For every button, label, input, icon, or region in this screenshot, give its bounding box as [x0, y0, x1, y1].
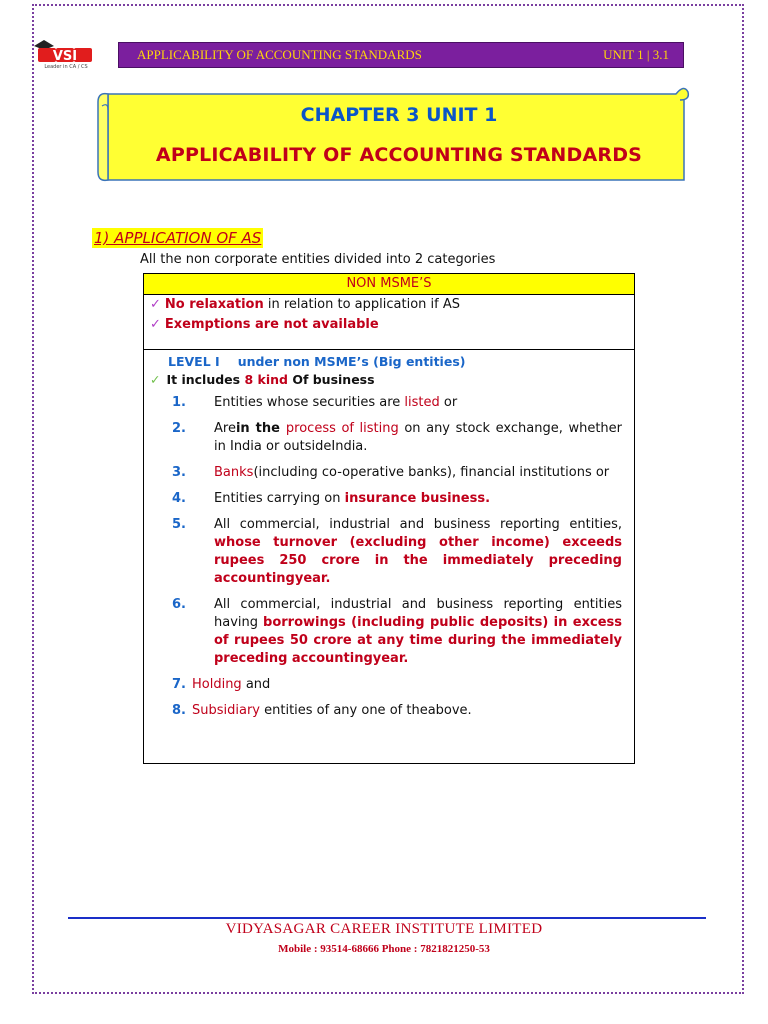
list-item-text-part: or	[439, 395, 458, 410]
list-item-number: 1.	[172, 395, 186, 410]
logo-text: VSI	[52, 49, 78, 64]
list-item-text-part: Are	[214, 421, 236, 436]
list-item-number: 6.	[172, 597, 186, 612]
header-unit: UNIT 1 | 3.1	[603, 47, 669, 62]
includes-pre: It includes	[166, 372, 245, 387]
non-msme-row-bold: Exemptions are not available	[164, 317, 379, 332]
list-item-text	[214, 394, 622, 412]
list-item-text	[214, 516, 622, 588]
list-item-number: 5.	[172, 517, 186, 532]
check-icon: ✓	[150, 297, 161, 312]
vsi-logo	[32, 36, 116, 70]
list-item-text-part: entities of any one of theabove.	[259, 703, 472, 718]
list-item-number: 3.	[172, 465, 186, 480]
list-item-text-part: and	[241, 677, 271, 692]
list-item-text-part: on any stock exchange, whether in India or outsideIndia.	[214, 421, 622, 454]
list-item	[172, 596, 622, 668]
list-item-text-part: process of listing	[285, 421, 399, 436]
chapter-title: CHAPTER 3 UNIT 1	[300, 104, 498, 126]
logo-tagline: Leader in CA / CS	[44, 64, 88, 70]
includes-post: Of business	[287, 372, 375, 387]
list-item-text-part: All commercial, industrial and business reporting entities,	[214, 517, 622, 532]
business-list	[172, 394, 622, 728]
list-item	[172, 464, 622, 482]
list-item-text-part: borrowings (including public deposits) in excess of rupees 50 crore at any time during the immediately preceding accountingyear.	[214, 615, 622, 666]
list-item-text	[192, 676, 622, 694]
non-msme-row-text: in relation to application if AS	[263, 297, 460, 312]
list-item-text	[214, 596, 622, 668]
list-item-number: 2.	[172, 421, 186, 436]
list-item	[172, 420, 622, 456]
list-item-number: 8.	[172, 703, 186, 718]
list-item	[172, 676, 622, 694]
list-item-text-part: Entities whose securities are	[214, 395, 405, 410]
list-item-text	[214, 490, 622, 508]
section-heading: 1) APPLICATION OF AS	[94, 229, 262, 247]
check-icon: ✓	[150, 317, 161, 332]
level-label: LEVEL I	[168, 354, 220, 369]
list-item	[172, 394, 622, 412]
non-msme-row-bold: No relaxation	[164, 297, 264, 312]
list-item	[172, 516, 622, 588]
list-item-text-part: Entities carrying on	[214, 491, 345, 506]
non-msme-row	[144, 295, 634, 315]
list-item-text-part: Subsidiary	[191, 703, 260, 718]
list-item-text-part: All commercial, industrial and business reporting entities having	[214, 597, 622, 630]
check-icon: ✓	[150, 372, 161, 387]
footer-contact: Mobile : 93514-68666 Phone : 7821821250-53	[278, 943, 490, 955]
level-one-box	[143, 349, 635, 764]
list-item-text	[214, 420, 622, 456]
list-item	[172, 490, 622, 508]
level-heading	[168, 354, 465, 369]
non-msme-box	[143, 273, 635, 350]
list-item-number: 7.	[172, 677, 186, 692]
chapter-subtitle: APPLICABILITY OF ACCOUNTING STANDARDS	[155, 144, 643, 166]
footer-divider	[68, 917, 706, 919]
header-title: APPLICABILITY OF ACCOUNTING STANDARDS	[137, 47, 422, 62]
list-item-text-part: insurance business.	[344, 491, 491, 506]
list-item-number: 4.	[172, 491, 186, 506]
section-intro: All the non corporate entities divided into 2 categories	[140, 252, 496, 267]
list-item-text-part: Banks	[214, 465, 254, 480]
includes-line	[150, 372, 375, 387]
includes-count: 8 kind	[244, 372, 288, 387]
list-item-text-part: (including co-operative banks), financial institutions or	[253, 465, 610, 480]
non-msme-title: NON MSME’S	[144, 274, 634, 295]
non-msme-row	[144, 315, 634, 335]
list-item-text-part: in the	[235, 421, 286, 436]
list-item-text-part: listed	[404, 395, 440, 410]
list-item	[172, 702, 622, 720]
header-bar	[118, 42, 684, 68]
level-desc: under non MSME’s (Big entities)	[237, 354, 466, 369]
footer-institute-name: VIDYASAGAR CAREER INSTITUTE LIMITED	[225, 921, 543, 937]
chapter-banner	[94, 84, 694, 188]
list-item-text	[214, 464, 622, 482]
list-item-text-part: Holding	[191, 677, 242, 692]
list-item-text-part: whose turnover (excluding other income) exceeds rupees 250 crore in the immediately preceding accountingyear.	[214, 535, 622, 586]
list-item-text	[192, 702, 622, 720]
